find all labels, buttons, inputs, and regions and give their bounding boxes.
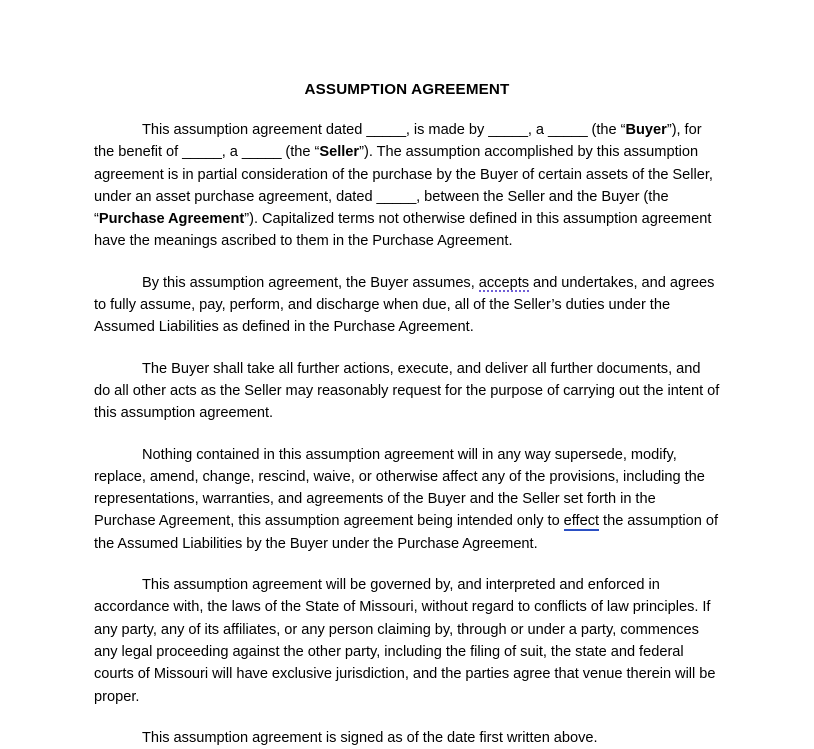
p2-segment-1: By this assumption agreement, the Buyer assumes, (142, 274, 479, 291)
p1-segment-9: , between the Seller and the Buyer (the “ (94, 188, 669, 228)
paragraph-further-assurances (94, 358, 720, 425)
p1-segment-5: ”), for the benefit of (94, 122, 702, 161)
paragraph-no-supersede (94, 444, 720, 555)
defined-term-seller: Seller (319, 144, 360, 161)
page-title: ASSUMPTION AGREEMENT (304, 81, 510, 98)
p4-segment-2: the assumption of the Assumed Liabilities by the Buyer under the Purchase Agreement. (94, 513, 719, 552)
p1-segment-7: (the “ (281, 144, 320, 161)
p6-text: This assumption agreement is signed as of the date first written above. (142, 729, 598, 746)
defined-term-purchase-agreement: Purchase Agreement (98, 211, 245, 228)
editor-grammar-marker-effect[interactable]: effect (563, 513, 600, 530)
defined-term-buyer: Buyer (625, 122, 667, 138)
p1-segment-3: , a (527, 122, 548, 138)
paragraph-governing-law (94, 574, 720, 708)
p1-segment-10: ”). Capitalized terms not otherwise defined in this assumption agreement have the meanings ascribed to them in the Purchase Agreement. (94, 211, 712, 250)
blank-buyer-name: _____ (488, 122, 528, 138)
blank-apa-date: _____ (376, 188, 417, 205)
p1-segment-4: (the “ (587, 122, 626, 138)
editor-refinement-marker-accepts[interactable]: accepts (478, 274, 530, 291)
paragraph-signature-intro (94, 727, 720, 749)
blank-buyer-entity: _____ (547, 122, 588, 138)
p1-segment-1: This assumption agreement dated (142, 122, 367, 138)
p3-text: The Buyer shall take all further actions, execute, and deliver all further documents, and do all other acts as the Seller may reasonably request for the purpose of carrying out the intent of this assumption agreement. (94, 360, 720, 422)
p2-segment-2: and undertakes, and agrees to fully assume, pay, perform, and discharge when due, all of the Seller’s duties under the Assumed Liabilities as defined in the Purchase Agreement. (94, 274, 715, 336)
paragraph-recitals (94, 119, 720, 253)
p1-segment-2: , is made by (405, 122, 489, 138)
p1-segment-6: , a (221, 144, 242, 161)
p5-text: This assumption agreement will be governed by, and interpreted and enforced in accordance with, the laws of the State of Missouri, without regard to conflicts of law principles. If any party, any of its affiliates, or any person claiming by, through or under a party, commences any legal proceeding against the other party, including the filing of suit, the state and federal courts of Missouri will have exclusive jurisdiction, and the parties agree that venue therein will be proper. (94, 577, 716, 705)
blank-date: _____ (366, 122, 406, 138)
paragraph-assumption (94, 272, 720, 339)
blank-seller-entity: _____ (241, 144, 282, 161)
p4-segment-1: Nothing contained in this assumption agreement will in any way supersede, modify, replace, amend, change, rescind, waive, or otherwise affect any of the provisions, including the representations, warranties, and agreements of the Buyer and the Seller set forth in the Purchase Agreement, this assumption agreement being intended only to (94, 446, 705, 530)
document-body (94, 0, 720, 749)
blank-seller-name: _____ (182, 144, 222, 161)
p1-segment-8: ”). The assumption accomplished by this assumption agreement is in partial consideration of the purchase by the Buyer of certain assets of the Seller, under an asset purchase agreement, dated (94, 144, 713, 205)
